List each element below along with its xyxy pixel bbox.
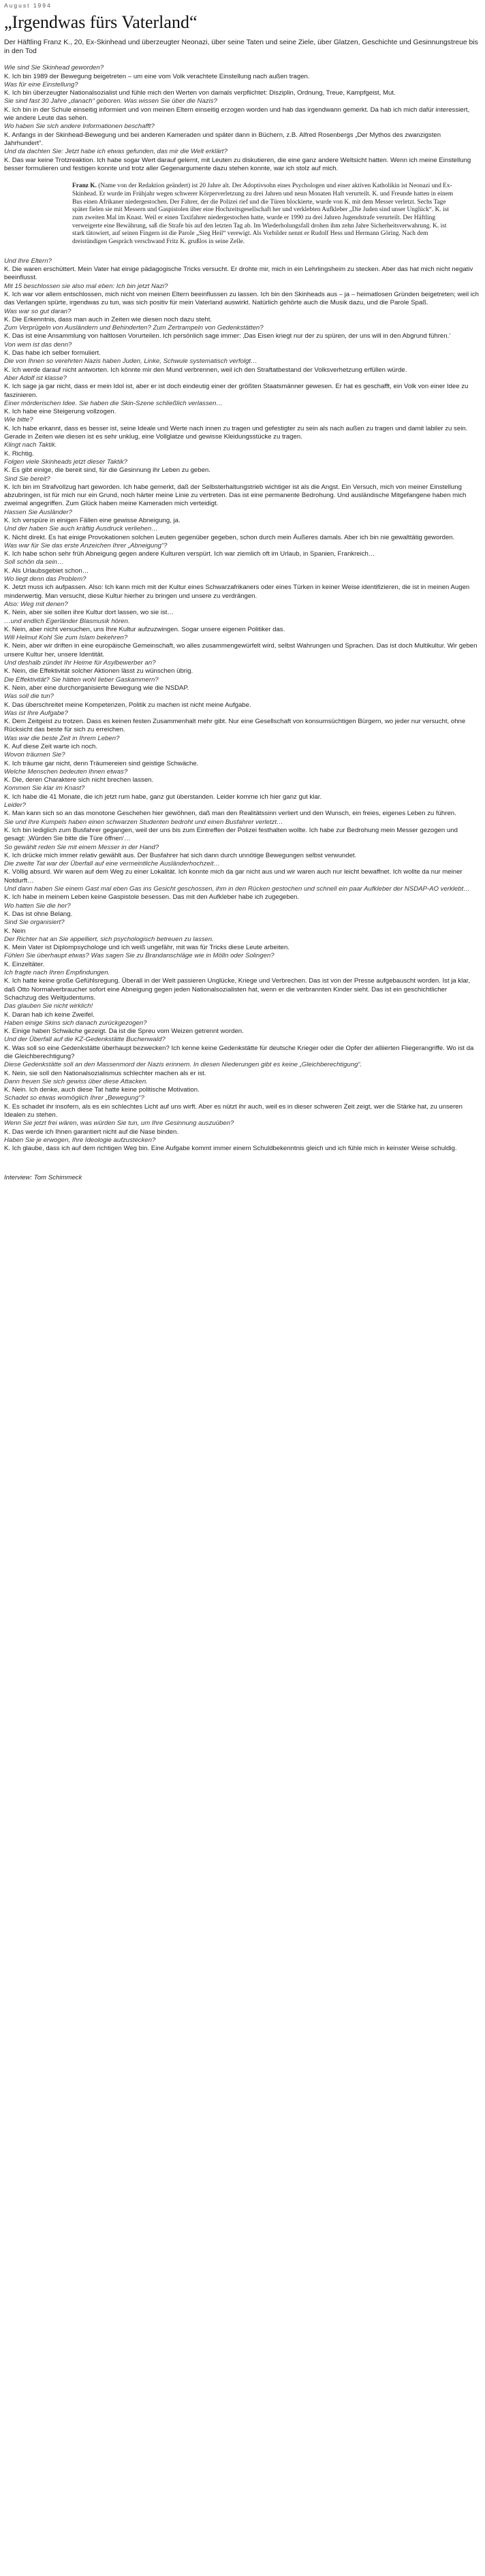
interview-question: Der Richter hat an Sie appelliert, sich psychologisch betreuen zu lassen. xyxy=(4,935,214,943)
interview-question: Mit 15 beschlossen sie also mal eben: Ich bin jetzt Nazi? xyxy=(4,282,168,290)
interview-answer: K. Ich bin in der Schule einseitig informiert und von meinen Eltern einseitig erzogen worden und hab das irgendwann gemerkt. Da hab ich mich dafür interessiert, wie andere Leute das sehen. xyxy=(4,106,470,123)
interview-answer: K. Was soll so eine Gedenkstätte überhaupt bezwecken? Ich kenne keine Gedenkstätte für deutsche Krieger oder die Opfer der alliierten Fliegerangriffe. Wo ist da die Gleichberechtigung? xyxy=(4,1044,474,1060)
interview-question: Haben Sie je erwogen, Ihre Ideologie aufzustecken? xyxy=(4,1136,156,1144)
interview-question: Wo hatten Sie die her? xyxy=(4,902,71,910)
interview-question: Folgen viele Skinheads jetzt dieser Taktik? xyxy=(4,458,127,466)
interview-answer: K. Ich bin lediglich zum Busfahrer gegangen, weil der uns bis zum Eintreffen der Polizei festhalten wollte. Ich habe zur Bedrohung mein Messer gezogen und gesagt: ‚Würden Sie bitte die Türe öffnen‘… xyxy=(4,826,458,843)
interview-answer: K. Auf diese Zeit warte ich noch. xyxy=(4,743,98,750)
interview-answer: K. Die waren erschüttert. Mein Vater hat einige pädagogische Tricks versucht. Er drohte mir, mich in ein Lehrlingsheim zu stecken. Aber das hat mich nicht negativ beeinflusst. xyxy=(4,266,473,282)
interview-answer: K. Nein, aber eine durchorganisierte Bewegung wie die NSDAP. xyxy=(4,684,189,692)
interview-question: Die Effektivität? Sie hätten wohl lieber Gaskammern? xyxy=(4,675,159,684)
interview-question: Welche Menschen bedeuten Ihnen etwas? xyxy=(4,767,128,776)
interview-question: Was war so gut daran? xyxy=(4,307,72,315)
interview-question: Sie und Ihre Kumpels haben einen schwarzen Studenten bedroht und einen Busfahrer verletzt… xyxy=(4,818,283,826)
interview-question: Will Helmut Kohl Sie zum Islam bekehren? xyxy=(4,634,128,642)
interview-question: Schadet so etwas womöglich Ihrer „Bewegung“? xyxy=(4,1094,144,1102)
interview-question: Von wem ist das denn? xyxy=(4,340,72,349)
interview-question: Sind Sie bereit? xyxy=(4,475,50,483)
interview-question: Wie bitte? xyxy=(4,416,33,424)
interview-answer: K. Daran hab ich keine Zweifel. xyxy=(4,1011,95,1019)
interview-question: Zum Verprügeln von Ausländern und Behinderten? Zum Zertrampeln von Gedenkstätten? xyxy=(4,324,264,332)
interview-question: Wenn Sie jetzt frei wären, was würden Sie tun, um Ihre Gesinnung auszuüben? xyxy=(4,1119,234,1128)
interview-question: Und dann haben Sie einem Gast mal eben Gas ins Gesicht geschossen, ihm in den Rücken gestochen und schnell ein paar Aufkleber der NSDAP-AO verklebt… xyxy=(4,885,470,893)
interview-question: Soll schön da sein… xyxy=(4,558,64,567)
profile-name: Franz K. xyxy=(72,182,97,190)
interview-part-1 xyxy=(4,64,481,173)
interview-answer: K. Das ist eine Ansammlung von haltlosen Vorurteilen. Ich persönlich sage immer: ‚Das Eisen kriegt nur der zu spüren, der uns will in den Abgrund führen.‘ xyxy=(4,332,451,340)
article xyxy=(0,0,485,1203)
interview-answer: K. Ich habe eine Steigerung vollzogen. xyxy=(4,408,116,416)
interview-question: Und der Überfall auf die KZ-Gedenkstätte Buchenwald? xyxy=(4,1036,166,1044)
interview-answer: K. Richtig. xyxy=(4,449,34,458)
interview-answer: K. Als Urlaubsgebiet schon… xyxy=(4,567,89,575)
interview-question: Wo haben Sie sich andere Informationen beschafft? xyxy=(4,123,155,131)
interview-question: Leider? xyxy=(4,801,27,810)
interview-answer: K. Ich träume gar nicht, denn Träumereien sind geistige Schwäche. xyxy=(4,759,199,767)
interview-answer: K. Ich habe erkannt, dass es besser ist, seine Ideale und Werte nach innen zu tragen und gefestigter zu sein als nach außen zu tragen und damit labiler zu sein. Gerade in Zeiten wie diesen ist es sehr unklug, eine Vollglatze und gewisse Kleidungsstücke zu tragen. xyxy=(4,424,468,441)
interview-question: Die zweite Tat war der Überfall auf eine vermeintliche Ausländerhochzeit… xyxy=(4,860,221,868)
interview-question: Fühlen Sie überhaupt etwas? Was sagen Sie zu Brandanschläge wie in Mölln oder Solingen? xyxy=(4,952,275,960)
interview-answer: K. Mein Vater ist Diplompsychologe und ich weiß ungefähr, mit was für Tricks diese Leute arbeiten. xyxy=(4,944,290,952)
interview-answer: K. Das werde ich Ihnen garantiert nicht auf die Nase binden. xyxy=(4,1128,178,1136)
interview-answer: K. Nein, aber nicht versuchen, uns Ihre Kultur aufzuzwingen. Sogar unsere eigenen Politiker das. xyxy=(4,625,285,633)
interview-question: Und Ihre Eltern? xyxy=(4,257,52,265)
profile-box xyxy=(72,182,454,247)
profile-body: (Name von der Redaktion geändert) ist 20 Jahre alt. Der Adoptivsohn eines Psychologen und einer aktiven Katholikin ist Neonazi und Ex-Skinhead. Er wurde im Frühjahr wegen schwerer Körperverletzung zu drei Jahren und neun Monaten Haft verurteilt. K. und Freunde hatten in einem Bus einen Afrikaner niedergestochen. Der Fahrer, der die Polizei rief und die Türen blockierte, wurde von K. mit dem Messer verletzt. Sechs Tage später fielen sie mit Messern und Gaspistolen über eine Hochzeitsgesellschaft her und verklebten Aufkleber „Die Juden sind unser Unglück“. K. ist zum zweiten Mal im Knast. Weil er einen Taxifahrer niedergestochen hatte, wurde er 1990 zu drei Jahren Jugendstrafe verurteilt. Der Häftling verweigerte eine Bewährung, saß die Strafe bis auf den letzten Tag ab. Im Wiederholungsfall drohen ihm zehn Jahre Sicherheitsverwahrung. K. ist stark tätowiert, auf seinen Fingern ist die Parole „Sieg Heil“ verewigt. Als Vorbilder nennt er Rudolf Hess und Hermann Göring. Nach dem dreistündigen Gespräch verschwand Fritz K. grußlos in seine Zelle. xyxy=(72,182,454,246)
interview-answer: K. Ich habe schon sehr früh Abneigung gegen andere Kulturen verspürt. Ich war ziemlich oft im Urlaub, in Spanien, Frankreich… xyxy=(4,550,375,558)
interview-part-2 xyxy=(4,257,481,1154)
article-title: „Irgendwas fürs Vaterland“ xyxy=(4,12,198,33)
interview-answer: K. Man kann sich so an das monotone Geschehen hier gewöhnen, daß man den Realitätssinn verliert und den Wunsch, ein freies, eigenes Leben zu führen. xyxy=(4,810,456,818)
interview-answer: K. Ich drücke mich immer relativ gewählt aus. Der Busfahrer hat sich dann durch unnötige Bewegungen selbst verwundet. xyxy=(4,851,357,859)
article-lead: Der Häftling Franz K., 20, Ex-Skinhead und überzeugter Neonazi, über seine Taten und seine Ziele, über Glatzen, Geschichte und Gesinnungstreue bis in den Tod xyxy=(4,39,478,56)
interview-answer: K. Die, deren Charaktere sich nicht brechen lassen. xyxy=(4,776,154,784)
profile-text xyxy=(72,182,454,247)
interview-question: Die von Ihnen so verehrten Nazis haben Juden, Linke, Schwule systematisch verfolgt… xyxy=(4,357,257,366)
interview-question: Einer mörderischen Idee. Sie haben die Skin-Szene schließlich verlassen… xyxy=(4,399,223,407)
interview-answer: K. Es gibt einige, die bereit sind, für die Gesinnung ihr Leben zu geben. xyxy=(4,466,210,475)
interview-question: Ich fragte nach Ihren Empfindungen. xyxy=(4,969,110,977)
interview-question: Was war für Sie das erste Anzeichen Ihrer „Abneigung“? xyxy=(4,541,168,550)
interview-question: Was für eine Einstellung? xyxy=(4,80,78,89)
interview-answer: K. Das habe ich selber formuliert. xyxy=(4,349,101,357)
interview-answer: K. Es schadet ihr insofern, als es ein schlechtes Licht auf uns wirft. Aber es nützt ihr auch, weil es in dieser schweren Zeit zeigt, wer die Stärke hat, zu unseren Idealen zu stehen. xyxy=(4,1102,463,1119)
interview-question: Wovon träumen Sie? xyxy=(4,751,65,759)
interview-answer: K. Ich bin im Strafvollzug hart geworden. Ich habe gemerkt, daß der Selbsterhaltungstrieb wichtiger ist als die Angst. Ein Versuch, mich von meiner Einstellung abzubringen, ist für mich nur ein Grund, noch härter meine Linie zu vertreten. Das ist eine permanente Bedrohung. Und ausländische Mitgefangene haben mich zweimal angegriffen. Zum Glück haben meine Kameraden mich verteidigt. xyxy=(4,483,467,508)
interview-answer: K. Einzeltäter. xyxy=(4,960,45,968)
interview-answer: K. Das überschreitet meine Kompetenzen, Politik zu machen ist nicht meine Aufgabe. xyxy=(4,701,251,709)
interview-answer: K. Ich bin überzeugter Nationalsozialist und fühle mich den Werten von damals verpflichtet: Disziplin, Ordnung, Treue, Kampfgeist, Mut. xyxy=(4,89,396,97)
interview-credit: Interview: Tom Schimmeck xyxy=(4,1173,82,1181)
interview-answer: K. Völlig absurd. Wir waren auf dem Weg zu einer Lokalität. Ich konnte mich da gar nicht aus und wir waren auch nur leicht bewaffnet. Ich wollte da nur meiner Notdurft… xyxy=(4,868,463,885)
interview-answer: K. Nicht direkt. Es hat einige Provokationen solchen Leuten gegenüber gegeben, schon durch mein Äußeres damals. Aber ich bin nie gewalttätig geworden. xyxy=(4,533,455,541)
issue-date: August 1994 xyxy=(4,2,52,9)
interview-answer: K. Nein, die Effektivität solcher Aktionen lässt zu wünschen übrig. xyxy=(4,667,193,675)
interview-answer: K. Ich bin 1989 der Bewegung beigetreten – um eine vom Volk verachtete Einstellung nach außen tragen. xyxy=(4,72,310,80)
interview-question: …und endlich Egerländer Blasmusik hören. xyxy=(4,617,130,625)
interview-question: Das glauben Sie nicht wirklich! xyxy=(4,1002,93,1011)
interview-answer: K. Das war keine Trotzreaktion. Ich habe sogar Wert darauf gelernt, mit Leuten zu diskutieren, die eine ganz andere Weltsicht hatten. Wenn ich meine Einstellung besser formulieren und festigen konnte und trotz aller Gegenargumente dazu stehen konnte, war ich stolz auf mich. xyxy=(4,156,471,172)
interview-answer: K. Ich verspüre in einigen Fällen eine gewisse Abneigung, ja. xyxy=(4,516,181,524)
interview-answer: K. Ich habe die 41 Monate, die ich jetzt rum habe, ganz gut überstanden. Leider komme ich hier ganz gut klar. xyxy=(4,793,322,801)
interview-question: Klingt nach Taktik. xyxy=(4,441,57,449)
interview-answer: K. Ich habe in meinem Leben keine Gaspistole besessen. Das mit den Aufkleber habe ich zugegeben. xyxy=(4,893,300,902)
interview-question: So gewählt reden Sie mit einem Messer in der Hand? xyxy=(4,843,159,851)
interview-answer: K. Einige haben Schwäche gezeigt. Da ist die Spreu vom Weizen getrennt worden. xyxy=(4,1028,244,1036)
interview-question: Hassen Sie Ausländer? xyxy=(4,508,72,516)
interview-answer: K. Das ist ohne Belang. xyxy=(4,910,73,918)
interview-question: Wo liegt denn das Problem? xyxy=(4,575,87,584)
interview-answer: K. Ich glaube, dass ich auf dem richtigen Weg bin. Eine Aufgabe kommt immer einem Schuldbekenntnis gleich und ich fühle mich in keinster Weise schuldig. xyxy=(4,1145,457,1153)
interview-question: Und der haben Sie auch kräftig Ausdruck verliehen… xyxy=(4,525,158,533)
interview-question: Und deshalb zündet Ihr Heime für Asylbewerber an? xyxy=(4,659,156,667)
interview-answer: K. Ich war vor allem entschlossen, mich nicht von meinen Eltern beeinflussen zu lassen. Ich bin den Skinheads aus – ja – heimatlosen Gründen beigetreten; weil ich das Verlangen spürte, irgendwas zu tun, was sich positiv für mein Vaterland auswirkt. Natürlich gehörte auch die Musik dazu, und die Parole Spaß. xyxy=(4,290,479,307)
interview-answer: K. Ich hatte keine große Gefühlsregung. Überall in der Welt passieren Unglücke, Kriege und Verbrechen. Das ist von der Presse aufgebauscht worden. Ist ja klar, daß Otto Normalverbraucher sofort eine Abneigung gegen jeden Nationalsozialisten hat, wenn er die verbrannten Kinder sieht. Das ist ein geschichtlicher Schachzug des Weltjudentums. xyxy=(4,977,471,1002)
interview-answer: K. Jetzt muss ich aufpassen. Also: Ich kann mich mit der Kultur eines Schwarzafrikaners oder eines Türken in keiner Weise identifizieren, die ist in meinen Augen minderwertig. Man versucht, diese Kultur hierher zu bringen und unsere zu verdrängen. xyxy=(4,584,470,600)
interview-question: Dann freuen Sie sich gewiss über diese Attacken. xyxy=(4,1077,148,1085)
interview-answer: K. Anfangs in der Skinhead-Bewegung und bei anderen Kameraden und später dann in Büchern, z.B. Alfred Rosenbergs „Der Mythos des zwanzigsten Jahrhundert“. xyxy=(4,131,441,147)
interview-question: Wie sind Sie Skinhead geworden? xyxy=(4,64,104,72)
interview-answer: K. Nein. Ich denke, auch diese Tat hatte keine politische Motivation. xyxy=(4,1086,200,1094)
interview-question: Was soll die tun? xyxy=(4,693,54,701)
interview-question: Diese Gedenkstätte soll an den Massenmord der Nazis erinnern. In diesen Niederungen gibt es keine „Gleichberechtigung“. xyxy=(4,1061,362,1069)
interview-question: Sind Sie organisiert? xyxy=(4,919,65,927)
interview-answer: K. Ich sage ja gar nicht, dass er mein Idol ist, aber er ist doch eindeutig einer der größten Staatsmänner gewesen. Er hat es geschafft, ein Volk von einer Idee zu faszinieren. xyxy=(4,383,469,399)
interview-question: Also: Weg mit denen? xyxy=(4,600,68,608)
interview-answer: K. Dem Zeitgeist zu trotzen. Dass es keinen festen Zusammenhalt mehr gibt. Nur eine Gesellschaft von konsumsüchtigen Bürgern, wo jeder nur versucht, ohne Rücksicht das beste für sich zu erreichen. xyxy=(4,718,466,734)
interview-question: Sie sind fast 30 Jahre „danach“ geboren. Was wissen Sie über die Nazis? xyxy=(4,97,217,106)
interview-answer: K. Nein, aber sie sollen ihre Kultur dort lassen, wo sie ist… xyxy=(4,609,174,617)
interview-question: Was ist Ihre Aufgabe? xyxy=(4,709,68,717)
interview-question: Was war die beste Zeit in Ihrem Leben? xyxy=(4,734,120,742)
interview-answer: K. Ich werde darauf nicht antworten. Ich könnte mir den Mund verbrennen, weil ich den Straftatbestand der Volksverhetzung erfüllen würde. xyxy=(4,366,407,374)
interview-answer: K. Nein, sie soll den Nationalsozialismus schlechter machen als er ist. xyxy=(4,1069,206,1077)
interview-question: Aber Adolf ist klasse? xyxy=(4,374,67,382)
interview-question: Haben einige Skins sich danach zurückgezogen? xyxy=(4,1019,147,1027)
interview-question: Und da dachten Sie: Jetzt habe ich etwas gefunden, das mir die Welt erklärt? xyxy=(4,148,228,156)
interview-answer: K. Nein xyxy=(4,927,26,935)
interview-answer: K. Die Erkenntnis, dass man auch in Zeiten wie diesen noch dazu steht. xyxy=(4,315,213,323)
interview-question: Kommen Sie klar im Knast? xyxy=(4,784,85,793)
interview-answer: K. Nein, aber wir driften in eine europäische Gemeinschaft, wo alles zusammengewürfelt wird, selbst Wahrungen und Sprachen. Das ist doch Multikultur. Wir geben unsere Kultur her, unsere Identität. xyxy=(4,642,478,658)
